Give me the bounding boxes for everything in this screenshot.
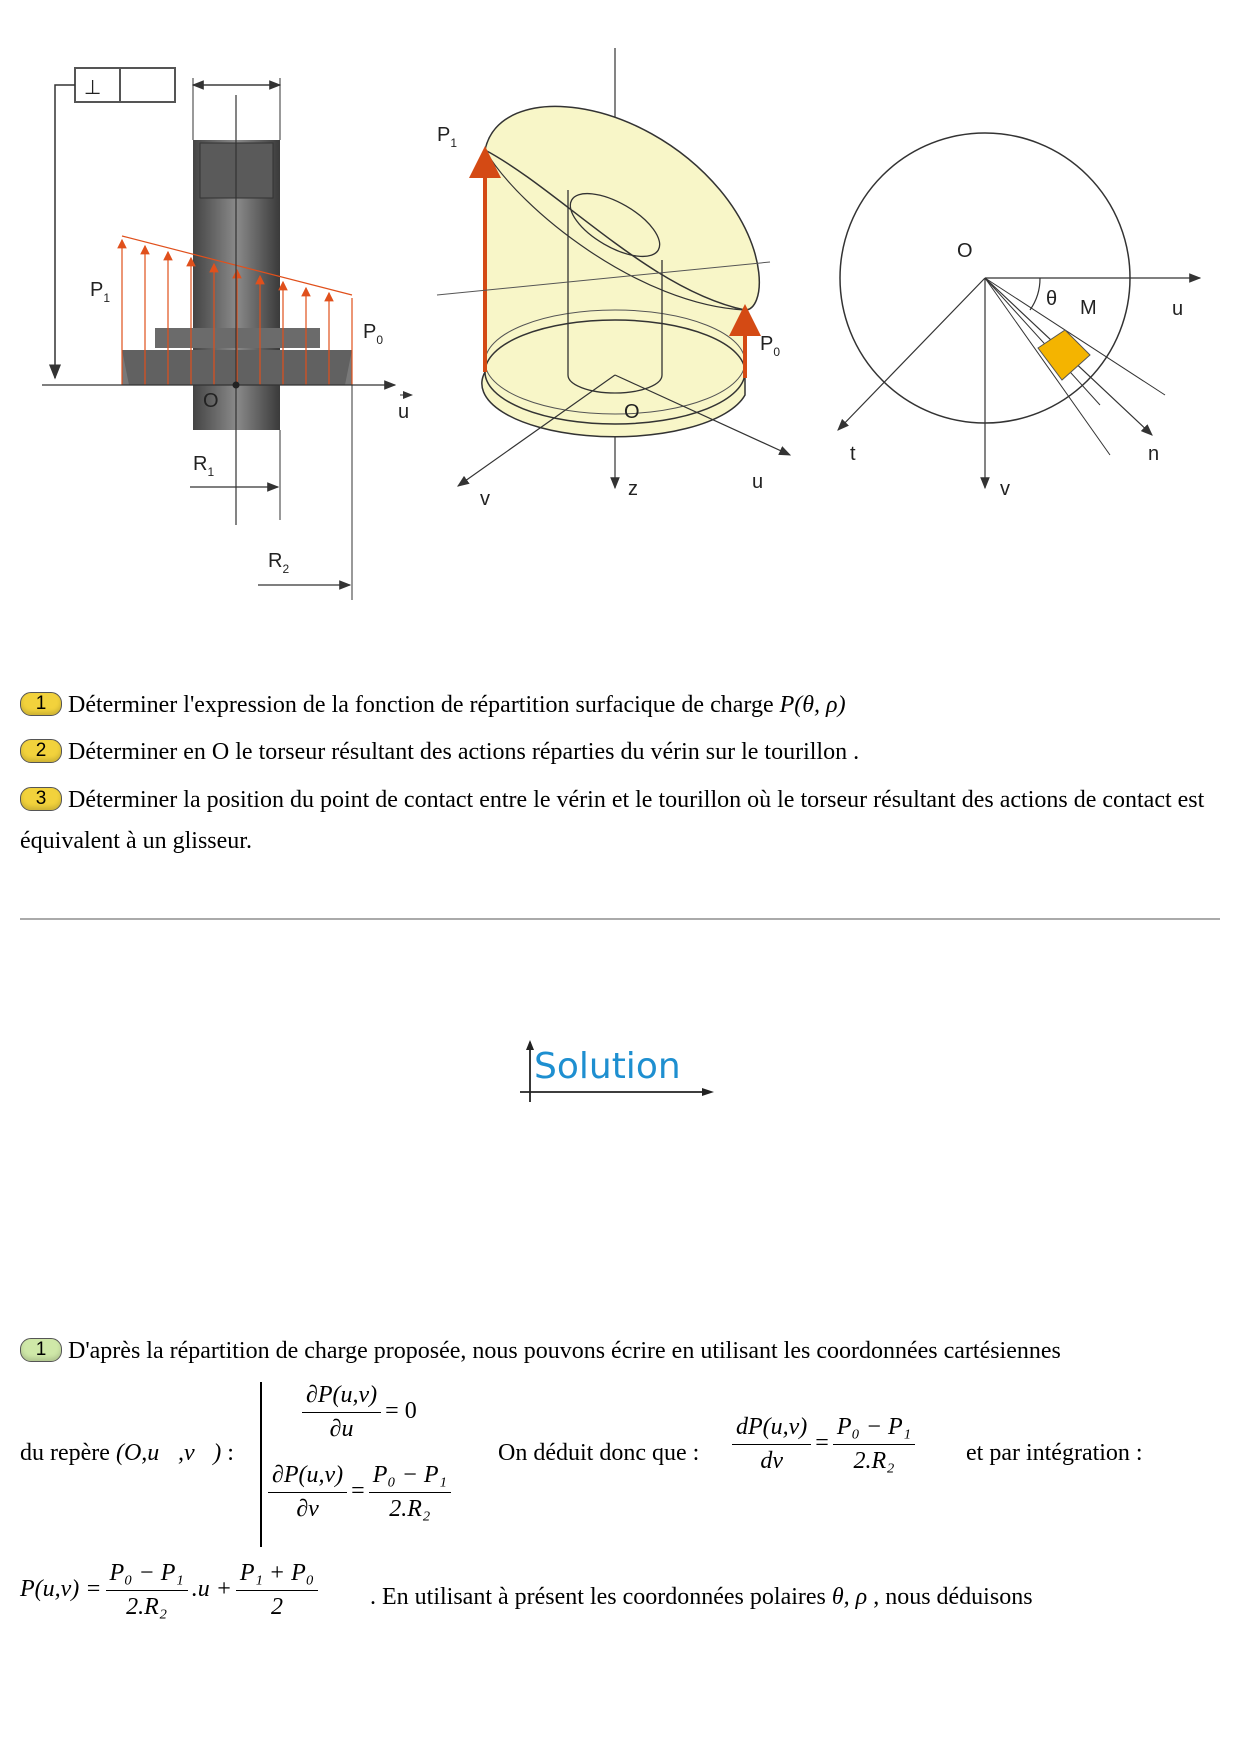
label-m: M — [1080, 297, 1097, 319]
svg-text:P0: $P_0$ — [760, 333, 781, 359]
label-u-3d: u — [752, 471, 764, 493]
label-t-polar: t — [850, 443, 856, 465]
number-badge: 2 — [20, 739, 62, 763]
question-text: Déterminer en O le torseur résultant des actions réparties du vérin sur le tourillon . — [68, 739, 860, 765]
svg-text:P1: $P_1$ — [437, 124, 458, 150]
label-p0: P — [363, 321, 377, 343]
label-v-3d: v — [480, 488, 490, 510]
question-text: Déterminer la position du point de contact entre le vérin et le tourillon où le torseur résultant des actions de contact est équivalent à un glisseur. — [20, 787, 1205, 854]
question-1 — [20, 685, 1220, 726]
figure-cylinder-3d — [437, 48, 790, 510]
svg-text:P0: $P_0$ — [363, 321, 384, 347]
system-bar — [260, 1382, 262, 1547]
label-u: u — [398, 401, 410, 423]
label-p0-3d: P — [760, 333, 774, 355]
answer-intro — [20, 1331, 1220, 1372]
svg-text:R1: $R_1$ — [193, 453, 215, 479]
label-o-3d: O — [624, 401, 640, 423]
frame-math: (O,u⃗,v⃗) — [115, 1440, 222, 1466]
polar-sentence — [370, 1584, 1033, 1611]
label-n-polar: n — [1148, 443, 1160, 465]
solution-button[interactable] — [514, 1040, 714, 1105]
label-v-polar: v — [1000, 478, 1010, 500]
partial-derivatives-row — [20, 1382, 1220, 1547]
question-3 — [20, 780, 1220, 862]
frame-prefix: du repère — [20, 1440, 116, 1466]
label-p1: P — [90, 279, 104, 301]
question-2 — [20, 732, 1220, 773]
polar-end-text: , nous déduisons — [867, 1584, 1033, 1610]
polar-text: . En utilisant à présent les coordonnées polaires — [370, 1584, 832, 1610]
answer-intro-text: D'après la répartition de charge proposée, nous pouvons écrire en utilisant les coordonnées cartésiennes — [68, 1338, 1061, 1364]
equation-du: $\frac{\partial P(u,v)}{\partial u}$ = 0 — [298, 1382, 417, 1443]
question-text: Déterminer l'expression de la fonction de répartition surfacique de charge — [68, 692, 780, 718]
equation-total-derivative: $\frac{dP(u,v)}{dv}$ = $\frac{\text{P₀ − P₁}}{\text{2.R₂}}$ — [728, 1414, 919, 1475]
number-badge: 3 — [20, 787, 62, 811]
svg-text:P1: $P_1$ — [90, 279, 111, 305]
equation-dv: $\frac{\partial P(u,v)}{\partial v}$ = $\frac{\text{P₀ − P₁}}{\text{2.R₂}}$ — [264, 1462, 455, 1523]
integration-text: et par intégration : — [966, 1440, 1143, 1466]
question-math: P(θ, ρ) — [779, 692, 846, 718]
label-r1: R — [193, 453, 208, 475]
separator-line — [20, 918, 1220, 920]
label-p1-3d: P — [437, 124, 451, 146]
label-r2: R — [268, 550, 283, 572]
label-theta: θ — [1046, 288, 1058, 310]
solution-label: Solution — [534, 1046, 681, 1087]
number-badge: 1 — [20, 1338, 62, 1362]
label-z-3d: z — [628, 478, 638, 500]
deduce-text: On déduit donc que : — [498, 1440, 700, 1466]
label-o: O — [203, 390, 219, 412]
number-badge: 1 — [20, 692, 62, 716]
perpendicularity-symbol: ⊥ — [84, 77, 102, 99]
label-o-polar: O — [957, 240, 973, 262]
svg-text:R2: $R_2$ — [268, 550, 290, 576]
polar-math: θ, ρ — [831, 1584, 868, 1610]
label-u-polar: u — [1172, 298, 1184, 320]
figure-polar-circle — [838, 133, 1200, 500]
equation-p: P(u,v) = $\frac{\text{P₀ − P₁}}{\text{2.R₂}}$ .u + $\frac{\text{P₁ + P₀}}{2}$ — [20, 1560, 322, 1621]
figures-panel — [0, 0, 1240, 620]
integrated-expression-row — [20, 1560, 1220, 1640]
frame-colon: : — [221, 1440, 234, 1466]
tolerance-frame — [75, 68, 175, 102]
figure-pin-side-view — [42, 68, 412, 600]
